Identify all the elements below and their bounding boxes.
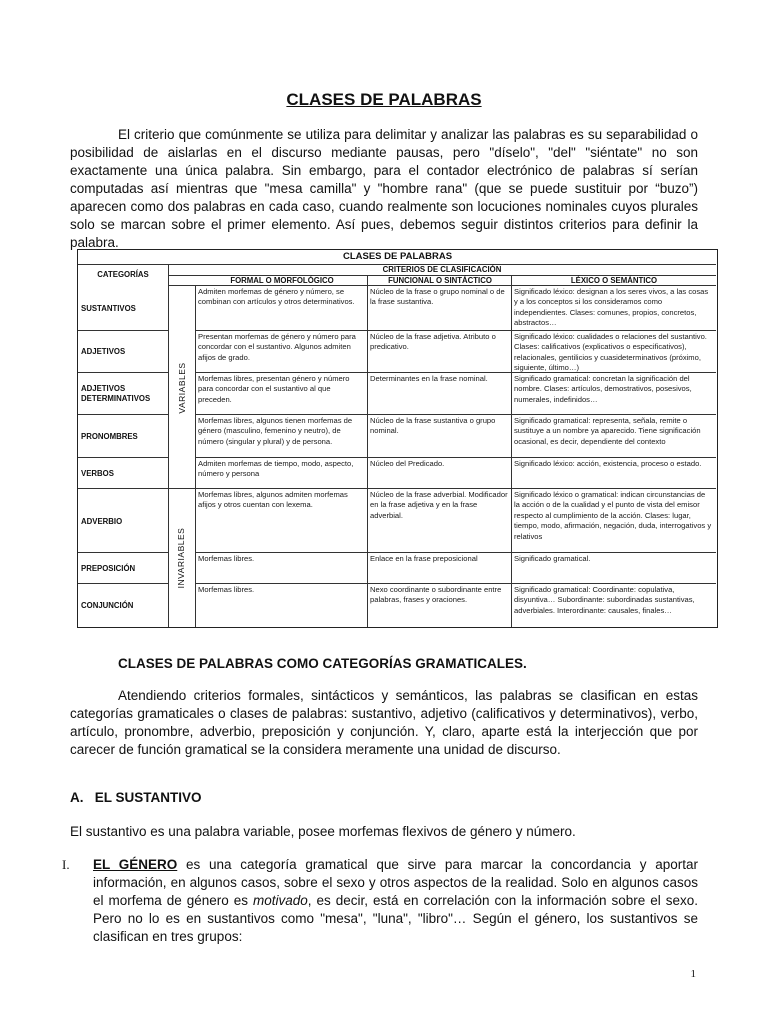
- genero-term: EL GÉNERO: [93, 857, 178, 872]
- genero-list-item: [62, 856, 698, 946]
- table-cell: Significado gramatical: representa, señala, remite o sustituye a un nombre ya aparecido. Tiene significación ocasional, es decir, dependiente del contexto: [514, 416, 701, 446]
- section-paragraph: Atendiendo criterios formales, sintácticos y semánticos, las palabras se clasifican en estas categorías gramaticales o clases de palabras: sustantivo, adjetivo (calificativos y determinativos), verbo, artículo, pronombre, adverbio, preposición y conjunción. Y, claro, aparte está la interjección que por carecer de función gramatical se la considera meramente una unidad de discurso.: [70, 688, 698, 757]
- table-title: CLASES DE PALABRAS: [342, 251, 453, 262]
- table-category: PRONOMBRES: [81, 432, 138, 441]
- table-cell: Significado léxico o gramatical: indican circunstancias de la acción o de la cualidad y el punto de vista del emisor respecto al cumplimiento de la acción. Clases: lugar, tiempo, modo, afirmación, negación, duda, interrogativos y relativos: [514, 490, 712, 541]
- table-cell: Admiten morfemas de tiempo, modo, aspecto, número y persona: [198, 459, 354, 479]
- table-cell: Determinantes en la frase nominal.: [370, 374, 488, 383]
- table-cell: Morfemas libres.: [198, 585, 255, 594]
- table-cell: Enlace en la frase preposicional: [370, 554, 478, 563]
- table-cell: Morfemas libres.: [198, 554, 255, 563]
- table-header-categories: CATEGORÍAS: [97, 270, 149, 279]
- table-cell: Núcleo de la frase adjetiva. Atributo o predicativo.: [370, 332, 496, 352]
- table-cell: Morfemas libres, algunos admiten morfemas afijos y otros cuentan con lexema.: [198, 490, 348, 510]
- genero-italic: motivado: [252, 893, 308, 908]
- table-header-funcional: FUNCIONAL O SINTÁCTICO: [388, 276, 492, 285]
- table-cell: Significado léxico: acción, existencia, proceso o estado.: [514, 459, 702, 468]
- genero-text-part1: es una categoría gramatical que sirve para marcar la concordancia y aportar información, en algunos casos, sobre el sexo y otros aspectos de la realidad. Solo en algunos casos el morfema de género es: [93, 857, 698, 908]
- table-cell: Significado léxico: designan a los seres vivos, a las cosas y a los conceptos si los consideramos como independientes. Clases: comunes, propios, concretos, abstractos…: [514, 287, 709, 328]
- table-cell: Significado gramatical.: [514, 554, 591, 563]
- intro-paragraph: El criterio que comúnmente se utiliza para delimitar y analizar las palabras es su separabilidad o posibilidad de aislarlas en el discurso mediante pausas, pero "díselo", "del" "siéntate" no son exactamente una única palabra. Sin embargo, para el contador electrónico de palabras sí serían computadas así mientras que "mesa camilla" y "hombre rana" (que se puede sustituir por “buzo”) aparecen como dos palabras en cada caso, cuando realmente son locuciones nominales cuyos plurales solo se marcan sobre el primer elemento. Así pues, debemos seguir distintos criterios para definir la palabra.: [70, 127, 698, 250]
- table-header-formal: FORMAL O MORFOLÓGICO: [230, 276, 334, 285]
- table-cell: Significado léxico: cualidades o relaciones del sustantivo. Clases: calificativos (explicativos o especificativos), relacionales, gentilicios y cuasideterminativos (próximo, siguiente, último…): [514, 332, 707, 372]
- table-cell: Núcleo del Predicado.: [370, 459, 445, 468]
- table-category: ADJETIVOS DETERMINATIVOS: [81, 384, 151, 403]
- table-category: SUSTANTIVOS: [81, 304, 136, 313]
- table-header-lexico: LÉXICO O SEMÁNTICO: [570, 276, 658, 285]
- table-category: ADJETIVOS: [81, 347, 126, 356]
- genero-text: [93, 856, 698, 946]
- page-title: CLASES DE PALABRAS: [286, 90, 482, 109]
- table-header-criteria: CRITERIOS DE CLASIFICACIÓN: [382, 265, 502, 274]
- table-cell: Nexo coordinante o subordinante entre palabras, frases y oraciones.: [370, 585, 502, 605]
- table-cell: Presentan morfemas de género y número para concordar con el sustantivo. Algunos admiten afijos de grado.: [198, 332, 356, 362]
- table-category: CONJUNCIÓN: [81, 601, 134, 610]
- table-cell: Admiten morfemas de género y número, se combinan con artículos y otros determinativos.: [198, 287, 355, 307]
- table-cell: Núcleo de la frase adverbial. Modificador en la frase adjetiva y en la frase adverbial.: [370, 490, 508, 520]
- table-category: ADVERBIO: [81, 517, 123, 526]
- page-number: 1: [690, 968, 696, 980]
- table-cell: Significado gramatical: Coordinante: copulativa, disyuntiva… Subordinante: subordinadas sustantivas, adverbiales. Interordinante: causales, finales…: [514, 585, 695, 615]
- table-cell: Morfemas libres, algunos tienen morfemas de género (masculino, femenino y neutro), de número (singular y plural) y de persona.: [198, 416, 353, 446]
- table-cell: Núcleo de la frase sustantiva o grupo nominal.: [370, 416, 496, 436]
- table-category: VERBOS: [81, 469, 114, 478]
- table-category: PREPOSICIÓN: [81, 564, 136, 573]
- list-number: I.: [62, 857, 70, 872]
- group-label-invariables: INVARIABLES: [176, 527, 186, 589]
- group-label-variables: VARIABLES: [177, 362, 187, 414]
- table-cell: Significado gramatical: concretan la significación del nombre. Clases: artículos, demostrativos, posesivos, numerales, indefinidos…: [514, 374, 692, 404]
- section-heading: CLASES DE PALABRAS COMO CATEGORÍAS GRAMATICALES.: [118, 656, 527, 671]
- sustantivo-definition: El sustantivo es una palabra variable, posee morfemas flexivos de género y número.: [70, 824, 576, 839]
- table-cell: Núcleo de la frase o grupo nominal o de la frase sustantiva.: [370, 287, 505, 307]
- table-cell: Morfemas libres, presentan género y número para concordar con el sustantivo al que preceden.: [198, 374, 350, 404]
- genero-text-part2: , es decir, está en correlación con la información sobre el sexo. Pero no lo es en sustantivos como "mesa", "luna", "libro"… Según el género, los sustantivos se clasifican en tres grupos:: [93, 893, 698, 944]
- word-classes-table: [77, 249, 718, 628]
- subsection-heading: A. EL SUSTANTIVO: [70, 790, 202, 805]
